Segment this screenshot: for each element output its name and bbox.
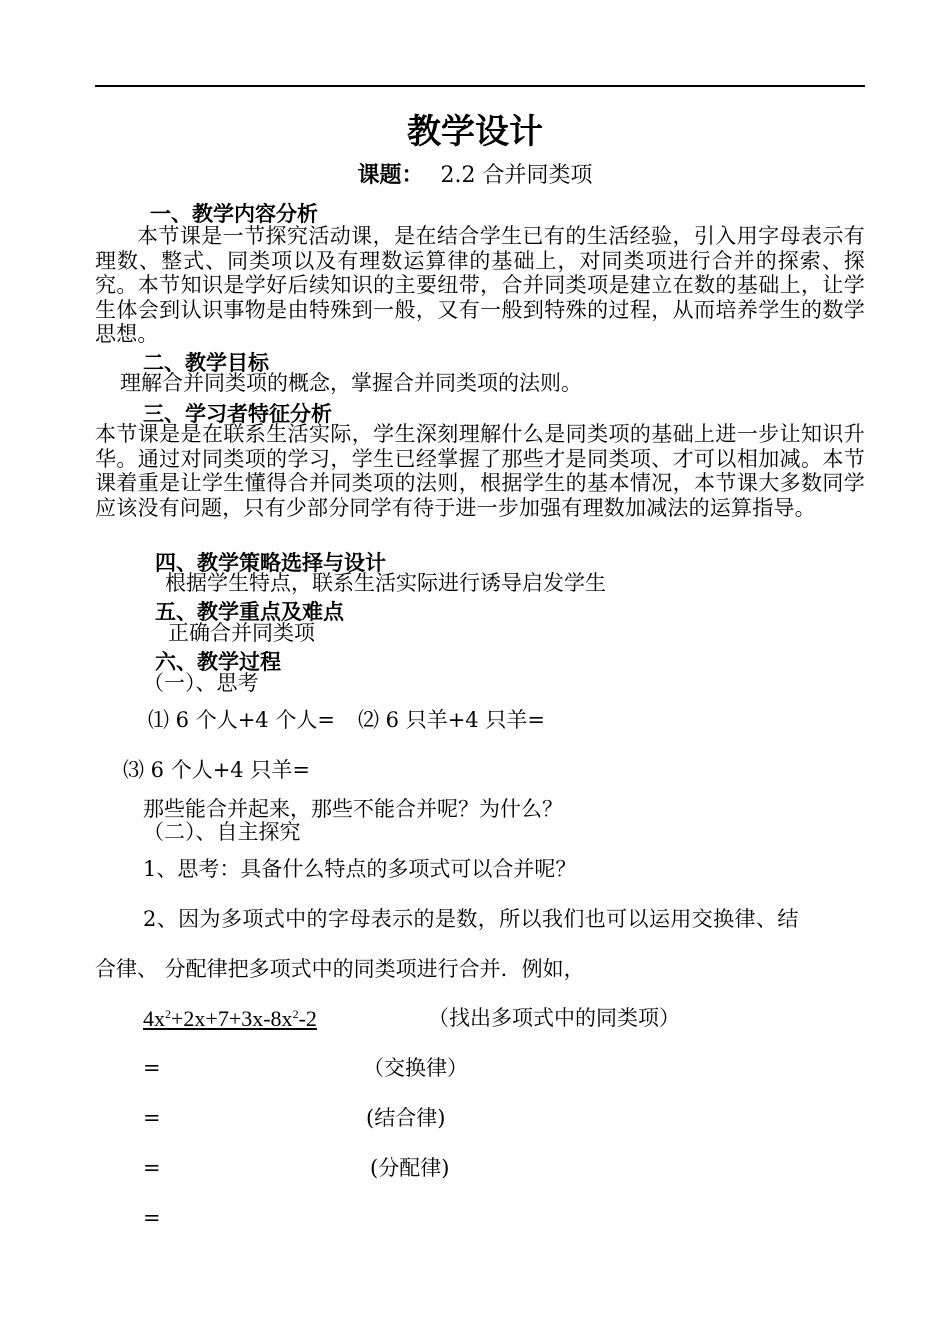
section-4-heading: 四、教学策略选择与设计 (155, 551, 386, 575)
page-title: 教学设计 (407, 112, 543, 152)
step-1-equals: = (143, 1056, 161, 1080)
step-3-note: (分配律) (370, 1156, 450, 1180)
section-4-body: 根据学生特点，联系生活实际进行诱导启发学生 (165, 571, 606, 595)
section-2-heading: 二、教学目标 (143, 351, 269, 375)
step-4-equals: = (143, 1206, 161, 1230)
section-3-heading: 三、学习者特征分析 (143, 402, 332, 426)
item-2-line-2: 合律、 分配律把多项式中的同类项进行合并．例如， (95, 957, 585, 981)
item-2-line-1: 2、因为多项式中的字母表示的是数，所以我们也可以运用交换律、结 (143, 907, 799, 931)
section-6-heading: 六、教学过程 (155, 650, 281, 674)
topic-label: 课题： (357, 163, 424, 188)
topic-value: 2.2 合并同类项 (440, 163, 593, 188)
item-1: 1、思考：具备什么特点的多项式可以合并呢？ (143, 857, 577, 881)
expr-exp-1: 2 (165, 1007, 171, 1021)
expr-exp-2: 2 (292, 1007, 299, 1021)
section-5-body: 正确合并同类项 (168, 621, 315, 645)
question-2: ⑵ 6 只羊+4 只羊= (358, 708, 545, 732)
expr-middle: +2x+7+3x-8x (171, 1006, 293, 1031)
question-3: ⑶ 6 个人+4 只羊= (123, 758, 310, 782)
merge-question: 那些能合并起来，那些不能合并呢？为什么？ (143, 797, 563, 821)
section-1-body: 本节课是一节探究活动课，是在结合学生已有的生活经验，引入用字母表示有理数、整式、同类项以及有理数运算律的基础上，对同类项进行合并的探索、探究。本节知识是学好后续知识的主要纽带，合并同类项是建立在数的基础上，让学生体会到认识事物是由特殊到一般，又有一般到特殊的过程，从而培养学生的数学思想。 (95, 224, 865, 346)
section-3-body: 本节课是是在联系生活实际，学生深刻理解什么是同类项的基础上进一步让知识升华。通过对同类项的学习，学生已经掌握了那些才是同类项、才可以相加减。本节课着重是让学生懂得合并同类项的法则，根据学生的基本情况，本节课大多数同学应该没有问题，只有少部分同学有待于进一步加强有理数加减法的运算指导。 (95, 422, 865, 520)
step-2-note: (结合律) (366, 1106, 446, 1130)
part-1-heading: （一）、思考 (143, 671, 259, 695)
header-rule (95, 85, 865, 87)
topic-line (0, 158, 950, 189)
step-2-equals: = (143, 1106, 161, 1130)
expr-term-1: 4x (143, 1006, 165, 1031)
polynomial-expression (143, 1006, 317, 1032)
section-5-heading: 五、教学重点及难点 (155, 600, 344, 624)
question-1: ⑴ 6 个人+4 个人= (148, 708, 335, 732)
part-2-heading: （二）、自主探究 (143, 820, 301, 844)
step-3-equals: = (143, 1156, 161, 1180)
step-1-note: （交换律） (363, 1056, 468, 1080)
section-1-heading: 一、教学内容分析 (150, 202, 318, 226)
section-2-body: 理解合并同类项的概念，掌握合并同类项的法则。 (120, 371, 582, 395)
expression-note: （找出多项式中的同类项） (428, 1006, 680, 1030)
expr-tail: -2 (298, 1006, 317, 1031)
